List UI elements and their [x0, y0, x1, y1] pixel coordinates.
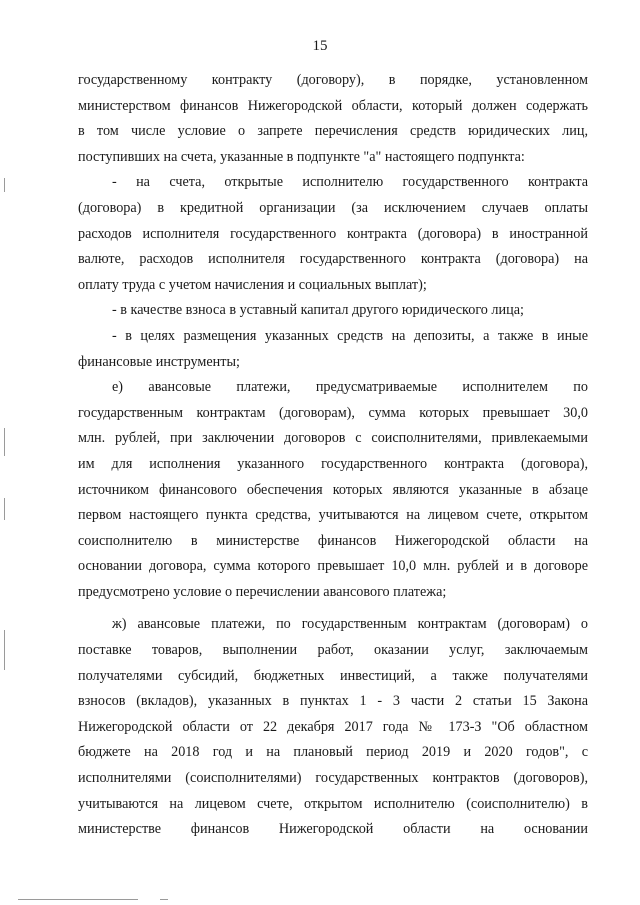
text-line: соисполнителю в министерстве финансов Нижегородской области на	[78, 532, 588, 549]
text-line: - в качестве взноса в уставный капитал другого юридического лица;	[112, 302, 524, 319]
text-line: в том числе условие о запрете перечисления средств юридических лиц,	[78, 123, 588, 140]
text-line: исполнителями (соисполнителями) государственных контрактов (договоров),	[78, 770, 588, 787]
text-line: министерстве финансов Нижегородской области на основании	[78, 821, 588, 838]
text-line: государственному контракту (договору), в порядке, установленном	[78, 72, 588, 88]
text-line: расходов исполнителя государственного контракта (договора) в иностранной	[78, 225, 588, 242]
text-line: (договора) в кредитной организации (за исключением случаев оплаты	[78, 199, 588, 216]
text-line: предусмотрено условие о перечислении авансового платежа;	[78, 583, 447, 600]
text-line: оплату труда с учетом начисления и социальных выплат);	[78, 276, 427, 293]
scan-artifact	[4, 630, 5, 670]
text-line: ж) авансовые платежи, по государственным контрактам (договорам) о	[112, 616, 588, 633]
text-line: млн. рублей, при заключении договоров с соисполнителями, привлекаемыми	[78, 430, 588, 447]
text-line: е) авансовые платежи, предусматриваемые исполнителем по	[112, 379, 588, 396]
scan-artifact	[18, 899, 138, 900]
text-line: учитываются на лицевом счете, открытом исполнителю (соисполнителю) в	[78, 795, 588, 812]
text-line: финансовые инструменты;	[78, 353, 240, 370]
text-line: Нижегородской области от 22 декабря 2017 года № 173-З "Об областном	[78, 718, 588, 735]
text-line: - в целях размещения указанных средств на депозиты, а также в иные	[112, 327, 588, 344]
page-number: 15	[312, 38, 328, 54]
text-line: валюте, расходов исполнителя государственного контракта (договора) на	[78, 251, 588, 268]
scan-artifact	[4, 498, 5, 520]
text-line: им для исполнения указанного государственного контракта (договора),	[78, 455, 588, 472]
text-line: министерством финансов Нижегородской области, который должен содержать	[78, 97, 588, 114]
text-line: основании договора, сумма которого превышает 10,0 млн. рублей и в договоре	[78, 558, 588, 575]
scan-artifact	[4, 178, 5, 192]
text-line: источником финансового обеспечения которых являются указанные в абзаце	[78, 481, 588, 498]
text-line: бюджете на 2018 год и на плановый период 2019 и 2020 годов", с	[78, 744, 588, 761]
text-line: получателями субсидий, бюджетных инвестиций, а также получателями	[78, 667, 588, 684]
text-line: поставке товаров, выполнении работ, оказании услуг, заключаемым	[78, 642, 588, 659]
text-line: - на счета, открытые исполнителю государственного контракта	[112, 174, 588, 191]
text-line: первом настоящего пункта средства, учитываются на лицевом счете, открытом	[78, 507, 588, 524]
body-text	[78, 68, 588, 843]
scan-artifact	[4, 428, 5, 456]
text-line: государственным контрактам (договорам), сумма которых превышает 30,0	[78, 404, 588, 421]
scan-artifact	[160, 899, 168, 900]
text-line: взносов (вкладов), указанных в пунктах 1 - 3 части 2 статьи 15 Закона	[78, 693, 588, 710]
text-line: поступивших на счета, указанные в подпункте "а" настоящего подпункта:	[78, 148, 525, 165]
paragraph-gap	[78, 605, 588, 612]
